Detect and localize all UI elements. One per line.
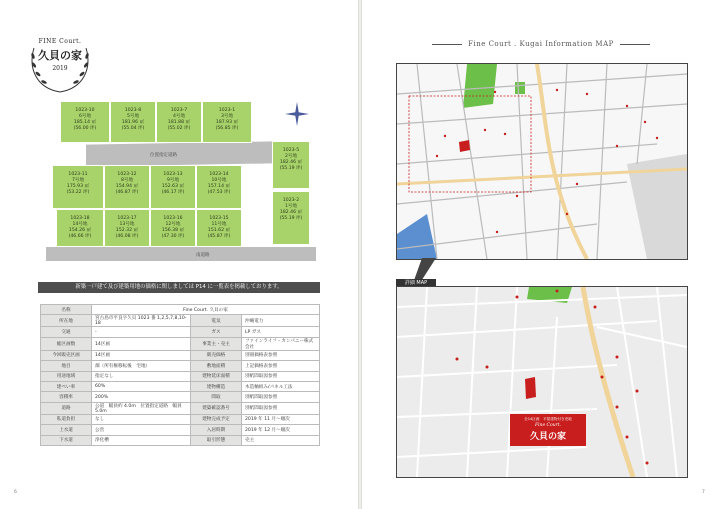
- lot-1[interactable]: 1023-2 1号地 182.46 ㎡ (55.19 坪): [272, 191, 310, 245]
- spec-key: 建築確認番号: [191, 402, 242, 414]
- inner-road-label: 位置指定道路: [150, 153, 177, 158]
- inner-road: [86, 141, 272, 166]
- spec-value: -: [92, 327, 191, 337]
- spec-value: 公営: [92, 425, 191, 435]
- callout-line1: 全14区画 平屋建物付き売地: [524, 417, 572, 421]
- spec-value: Fine Court. 久貝の家: [92, 305, 320, 315]
- detail-map-tag: 詳細 MAP: [396, 279, 436, 288]
- spec-key: 道路: [41, 402, 92, 414]
- spec-value: 上記価格表参照: [242, 361, 320, 371]
- south-road-label: 南道路: [196, 253, 210, 258]
- spec-key: 建物完成予定: [191, 414, 242, 424]
- spec-key: 容積率: [41, 392, 92, 402]
- spec-value: 沖縄電力: [242, 315, 320, 327]
- spec-value: 200%: [92, 392, 191, 402]
- callout-line3: 久貝の家: [529, 432, 566, 442]
- spec-row: [41, 392, 320, 402]
- spec-row: [41, 402, 320, 414]
- spec-key: 私道負担: [41, 414, 92, 424]
- spec-row: [41, 361, 320, 371]
- spec-value: 別紙間取図参照: [242, 392, 320, 402]
- spec-row: [41, 425, 320, 435]
- lot-9[interactable]: 1023-13 9号地 152.63 ㎡ (46.17 坪): [150, 165, 196, 209]
- right-page: [362, 0, 720, 509]
- map-title-text: Fine Court . Kugai Information MAP: [468, 40, 614, 48]
- spec-row: [41, 327, 320, 337]
- spec-key: 交通: [41, 327, 92, 337]
- spec-key: 所在地: [41, 315, 92, 327]
- spec-value: なし: [92, 414, 191, 424]
- lot-14[interactable]: 1023-18 14号地 154.26 ㎡ (46.66 坪): [56, 209, 104, 247]
- site-plan: [46, 95, 326, 270]
- lot-13[interactable]: 1023-17 13号地 152.32 ㎡ (46.08 坪): [104, 209, 150, 247]
- spec-value: 別紙間取図参照: [242, 371, 320, 381]
- spec-value: 別冊価格表参照: [242, 350, 320, 360]
- brand-year: 2019: [52, 65, 68, 72]
- lot-11[interactable]: 1023-15 11号地 151.62 ㎡ (45.87 坪): [196, 209, 242, 247]
- spec-value: LP ガス: [242, 327, 320, 337]
- spec-value: 木造軸組み/パネル工法: [242, 381, 320, 391]
- lot-4[interactable]: 1023-7 4号地 181.88 ㎡ (55.02 坪): [156, 101, 202, 143]
- overview-map[interactable]: [396, 63, 688, 260]
- spec-value: ファインライフ・カンパニー株式会社: [242, 337, 320, 350]
- price-note-banner: 新築一戸建て及び建築用地の価格に関しましては P14 に一覧表を掲載しております。: [38, 282, 320, 293]
- lot-2[interactable]: 1023-5 2号地 182.46 ㎡ (55.19 坪): [272, 141, 310, 189]
- spec-key: 用途地域: [41, 371, 92, 381]
- spec-key: 上水道: [41, 425, 92, 435]
- lot-6[interactable]: 1023-10 6号地 185.14 ㎡ (56.00 坪): [60, 101, 110, 143]
- brand-name: 久貝の家: [38, 49, 82, 62]
- spec-key: 地目: [41, 361, 92, 371]
- spec-key: 敷地面積: [191, 361, 242, 371]
- spec-key: 名称: [41, 305, 92, 315]
- spec-key: 建物延床面積: [191, 371, 242, 381]
- spec-value: 浄化槽: [92, 435, 191, 445]
- spec-row: [41, 381, 320, 391]
- brand-line1: FINE Court.: [38, 38, 82, 45]
- spec-row: [41, 371, 320, 381]
- lot-3[interactable]: 1023-1 3号地 187.93 ㎡ (56.85 坪): [202, 101, 252, 143]
- property-callout: [510, 414, 586, 446]
- detail-map[interactable]: [396, 286, 688, 478]
- spec-key: 建ぺい率: [41, 381, 92, 391]
- spec-value: 公道 幅員約 4.0m 位置指定道路 幅員 5.0m: [92, 402, 191, 414]
- spec-key: 今回販売区画: [41, 350, 92, 360]
- spec-key: 下水道: [41, 435, 92, 445]
- spec-table: [40, 304, 320, 446]
- spec-value: 売主: [242, 435, 320, 445]
- spec-value: 14区画: [92, 337, 191, 350]
- south-road: [46, 247, 316, 261]
- spec-key: 入居時期: [191, 425, 242, 435]
- spec-value: 宮古島市平良字久貝 1023 番 1,2,5,7,8,10-18: [92, 315, 191, 327]
- spec-value: 指定なし: [92, 371, 191, 381]
- spec-key: ガス: [191, 327, 242, 337]
- spec-key: 事業主・売主: [191, 337, 242, 350]
- lot-12[interactable]: 1023-16 12号地 156.38 ㎡ (47.30 坪): [150, 209, 196, 247]
- spec-row: [41, 337, 320, 350]
- compass-icon: [284, 101, 310, 127]
- spec-row: [41, 435, 320, 445]
- spec-row: [41, 350, 320, 360]
- spec-key: 間取: [191, 392, 242, 402]
- map-title: [362, 40, 720, 48]
- lot-7[interactable]: 1023-11 7号地 175.93 ㎡ (53.22 坪): [52, 165, 104, 209]
- spec-key: 建物構造: [191, 381, 242, 391]
- spec-row: [41, 414, 320, 424]
- spec-value: 別紙間取図参照: [242, 402, 320, 414]
- page-number-right: 7: [702, 490, 705, 495]
- page-number-left: 6: [14, 490, 17, 495]
- callout-line2: Fine Court.: [535, 423, 561, 428]
- spec-value: 2019 年 12 月～順次: [242, 425, 320, 435]
- spec-value: 14区画: [92, 350, 191, 360]
- spec-key: 販売価格: [191, 350, 242, 360]
- spec-value: 60%: [92, 381, 191, 391]
- lot-10[interactable]: 1023-14 10号地 157.14 ㎡ (47.53 坪): [196, 165, 242, 209]
- overview-map-drawing: [397, 64, 687, 259]
- spec-key: 電気: [191, 315, 242, 327]
- lot-8[interactable]: 1023-12 8号地 154.94 ㎡ (46.87 坪): [104, 165, 150, 209]
- spec-key: 総区画数: [41, 337, 92, 350]
- detail-map-drawing: [397, 287, 687, 477]
- brand-emblem: [30, 38, 90, 90]
- spec-value: 畑（所有権移転後 宅地）: [92, 361, 191, 371]
- spec-row: [41, 315, 320, 327]
- spec-value: 2019 年 11 月～順次: [242, 414, 320, 424]
- lot-5[interactable]: 1023-8 5号地 181.96 ㎡ (55.04 坪): [110, 101, 156, 143]
- left-page: [0, 0, 358, 509]
- spec-row: [41, 305, 320, 315]
- spec-key: 取引形態: [191, 435, 242, 445]
